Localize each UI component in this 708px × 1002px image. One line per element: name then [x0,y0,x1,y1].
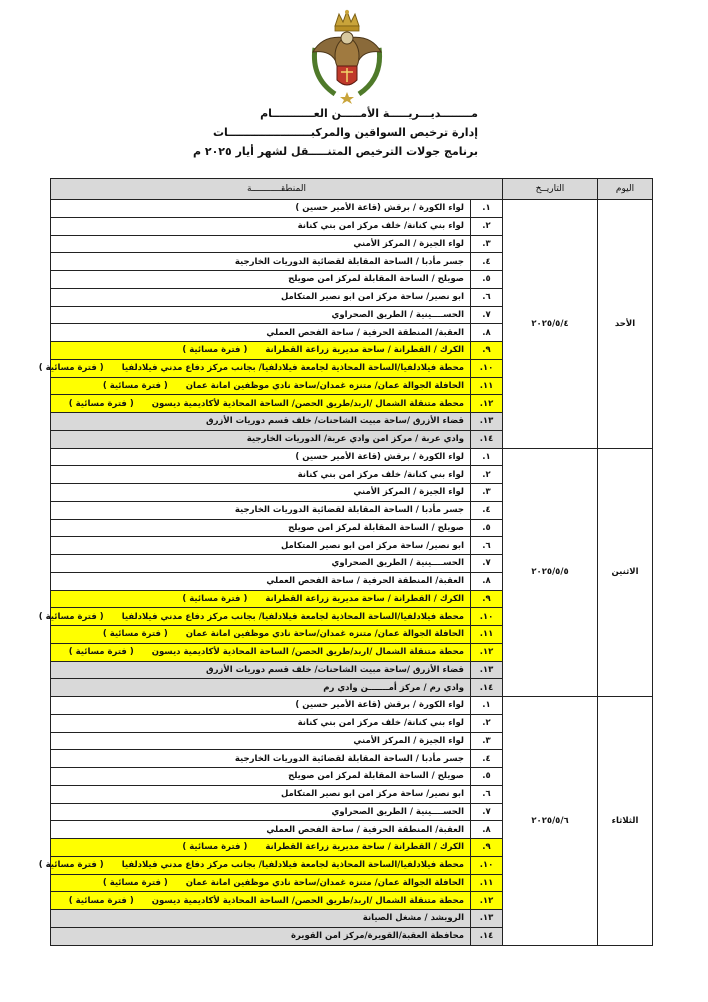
area-cell [51,430,471,448]
area-cell [51,200,471,218]
evening-period-label: ( فترة مسائية ) [68,647,134,658]
row-number: ١. [471,200,503,218]
row-number: ٢. [471,714,503,732]
table-header-row [51,179,653,200]
area-text: محطة فيلادلفيا/الساحة المحاذية لجامعة فيلادلفيا/ بجانب مركز دفاع مدني فيلادلفيا [121,611,464,622]
area-cell [51,839,471,857]
area-cell [51,413,471,431]
area-cell [51,484,471,502]
row-number: ٣. [471,235,503,253]
table-row [51,448,653,466]
area-text: وادي عربة / مركز امن وادي عربة/ الدوريات الخارجية [246,434,464,445]
area-cell [51,235,471,253]
area-text: ابو نصير/ ساحة مركز امن ابو نصير المتكامل [280,789,464,800]
row-number: ٣. [471,484,503,502]
area-cell [51,537,471,555]
area-cell [51,892,471,910]
area-cell [51,342,471,360]
row-number: ٨. [471,572,503,590]
evening-period-label: ( فترة مسائية ) [38,611,104,622]
area-text: ابو نصير/ ساحة مركز امن ابو نصير المتكامل [280,292,464,303]
area-text: الحافلة الجوالة عمان/ متنزه غمدان/ساحة نادي موظفين امانة عمان [185,877,464,888]
row-number: ١٢. [471,643,503,661]
row-number: ١١. [471,626,503,644]
area-cell [51,466,471,484]
area-text: صويلح / الساحة المقابلة لمركز امن صويلح [288,274,464,285]
area-text: لواء بني كنانة/ خلف مركز امن بني كنانة [297,221,464,232]
row-number: ٧. [471,306,503,324]
area-cell [51,626,471,644]
area-cell [51,927,471,945]
row-number: ٤. [471,253,503,271]
evening-period-label: ( فترة مسائية ) [68,398,134,409]
area-text: الحافلة الجوالة عمان/ متنزه غمدان/ساحة نادي موظفين امانة عمان [185,380,464,391]
area-cell [51,253,471,271]
area-cell [51,803,471,821]
area-text: جسر مأدبا / الساحة المقابلة لقضائية الدوريات الخارجية [234,505,464,516]
row-number: ١١. [471,377,503,395]
area-text: الرويشد / مشغل الصيانة [362,913,464,924]
area-cell [51,519,471,537]
header-directorate: مــــــــديـــريـــــة الأمـــــن العـــــــــــام [260,107,478,120]
area-cell [51,661,471,679]
area-text: لواء الجيزة / المركز الأمني [353,735,464,746]
row-number: ٩. [471,342,503,360]
row-number: ١٣. [471,910,503,928]
evening-period-label: ( فترة مسائية ) [182,593,248,604]
area-cell [38,359,471,377]
evening-period-label: ( فترة مسائية ) [38,860,104,871]
evening-period-label: ( فترة مسائية ) [182,842,248,853]
area-cell [51,821,471,839]
row-number: ١٢. [471,395,503,413]
row-number: ٩. [471,590,503,608]
evening-period-label: ( فترة مسائية ) [102,380,168,391]
day-cell: الاثنين [598,448,653,697]
table-row [51,697,653,715]
area-text: صويلح / الساحة المقابلة لمركز امن صويلح [288,771,464,782]
area-cell [51,395,471,413]
area-cell [38,856,471,874]
area-text: وادي رم / مركز أمـــــــن وادي رم [323,682,464,693]
crest-emblem [305,8,389,104]
area-cell [51,910,471,928]
date-cell: ٢٠٢٥/٥/٥ [503,448,598,697]
row-number: ١٢. [471,892,503,910]
area-cell [51,679,471,697]
area-cell [51,288,471,306]
evening-period-label: ( فترة مسائية ) [102,629,168,640]
date-cell: ٢٠٢٥/٥/٦ [503,697,598,946]
row-number: ١. [471,448,503,466]
day-cell: الأحد [598,200,653,449]
header-day: اليوم [598,179,653,200]
area-text: العقبة/ المنطقة الحرفية / ساحة الفحص العملي [266,327,464,338]
area-text: الحافلة الجوالة عمان/ متنزه غمدان/ساحة نادي موظفين امانة عمان [185,629,464,640]
area-cell [51,448,471,466]
area-cell [51,377,471,395]
area-text: قضاء الأزرق /ساحة مبيت الشاحنات/ خلف قسم دوريات الأزرق [206,664,464,675]
row-number: ١٠. [471,856,503,874]
area-text: الكرك / القطرانة / ساحة مديرية زراعة القطرانة [265,842,464,853]
area-text: لواء الجيزة / المركز الأمني [353,487,464,498]
header-program-title: برنامج جولات الترخيص المتنـــــقل لشهر أيار ٢٠٢٥ م [192,145,478,158]
row-number: ٤. [471,501,503,519]
area-cell [51,697,471,715]
row-number: ٣. [471,732,503,750]
row-number: ١٣. [471,413,503,431]
area-text: الحســــينية / الطريق الصحراوي [331,309,464,320]
area-cell [38,608,471,626]
area-cell [51,572,471,590]
row-number: ٥. [471,768,503,786]
row-number: ٦. [471,785,503,803]
area-text: العقبة/ المنطقة الحرفية / ساحة الفحص العملي [266,824,464,835]
row-number: ٦. [471,288,503,306]
row-number: ٤. [471,750,503,768]
area-text: محطة فيلادلفيا/الساحة المحاذية لجامعة فيلادلفيا/ بجانب مركز دفاع مدني فيلادلفيا [121,860,464,871]
row-number: ١. [471,697,503,715]
row-number: ٧. [471,803,503,821]
area-text: لواء بني كنانة/ خلف مركز امن بني كنانة [297,469,464,480]
row-number: ١٤. [471,679,503,697]
area-text: محافظة العقبة/القويرة/مركز امن القويرة [290,931,464,942]
area-text: لواء الكورة / برقش (قاعة الأمير حسين ) [295,700,464,711]
area-text: محطة متنقلة الشمال /اربد/طريق الحصن/ الساحة المحاذية لأكاديمية ديسون [151,647,464,658]
area-cell [51,643,471,661]
row-number: ١١. [471,874,503,892]
area-cell [51,874,471,892]
document-header [118,104,478,161]
row-number: ٨. [471,324,503,342]
row-number: ١٤. [471,430,503,448]
row-number: ٩. [471,839,503,857]
row-number: ٦. [471,537,503,555]
header-department: إدارة ترخيص السواقين والمركبــــــــــــــــــــــات [213,126,478,139]
row-number: ١٠. [471,608,503,626]
area-text: صويلح / الساحة المقابلة لمركز امن صويلح [288,522,464,533]
area-text: الكرك / القطرانة / ساحة مديرية زراعة القطرانة [265,593,464,604]
area-text: محطة فيلادلفيا/الساحة المحاذية لجامعة فيلادلفيا/ بجانب مركز دفاع مدني فيلادلفيا [121,363,464,374]
area-text: لواء بني كنانة/ خلف مركز امن بني كنانة [297,718,464,729]
table-row [51,200,653,218]
row-number: ٥. [471,271,503,289]
area-cell [51,324,471,342]
evening-period-label: ( فترة مسائية ) [68,895,134,906]
area-text: لواء الكورة / برقش (قاعة الأمير حسين ) [295,451,464,462]
evening-period-label: ( فترة مسائية ) [38,363,104,374]
area-cell [51,750,471,768]
row-number: ١٤. [471,927,503,945]
area-text: الكرك / القطرانة / ساحة مديرية زراعة القطرانة [265,345,464,356]
date-cell: ٢٠٢٥/٥/٤ [503,200,598,449]
area-cell [51,555,471,573]
area-text: الحســــينية / الطريق الصحراوي [331,558,464,569]
area-cell [51,306,471,324]
row-number: ١٠. [471,359,503,377]
area-text: لواء الكورة / برقش (قاعة الأمير حسين ) [295,203,464,214]
area-text: ابو نصير/ ساحة مركز امن ابو نصير المتكامل [280,540,464,551]
area-text: قضاء الأزرق /ساحة مبيت الشاحنات/ خلف قسم دوريات الأزرق [206,416,464,427]
area-cell [51,785,471,803]
area-cell [51,217,471,235]
header-area: المنطقـــــــــــة [51,179,503,200]
area-cell [51,501,471,519]
evening-period-label: ( فترة مسائية ) [182,345,248,356]
day-cell: الثلاثاء [598,697,653,946]
area-cell [51,768,471,786]
area-text: لواء الجيزة / المركز الأمني [353,238,464,249]
area-cell [51,714,471,732]
row-number: ٧. [471,555,503,573]
row-number: ٨. [471,821,503,839]
row-number: ٥. [471,519,503,537]
area-text: الحســــينية / الطريق الصحراوي [331,806,464,817]
row-number: ١٣. [471,661,503,679]
evening-period-label: ( فترة مسائية ) [102,877,168,888]
area-text: العقبة/ المنطقة الحرفية / ساحة الفحص العملي [266,576,464,587]
area-text: جسر مأدبا / الساحة المقابلة لقضائية الدوريات الخارجية [234,753,464,764]
area-text: محطة متنقلة الشمال /اربد/طريق الحصن/ الساحة المحاذية لأكاديمية ديسون [151,398,464,409]
row-number: ٢. [471,217,503,235]
row-number: ٢. [471,466,503,484]
area-cell [51,271,471,289]
area-text: جسر مأدبا / الساحة المقابلة لقضائية الدوريات الخارجية [234,256,464,267]
schedule-table [38,178,653,946]
area-cell [51,732,471,750]
area-cell [51,590,471,608]
header-date: التاريــخ [503,179,598,200]
area-text: محطة متنقلة الشمال /اربد/طريق الحصن/ الساحة المحاذية لأكاديمية ديسون [151,895,464,906]
